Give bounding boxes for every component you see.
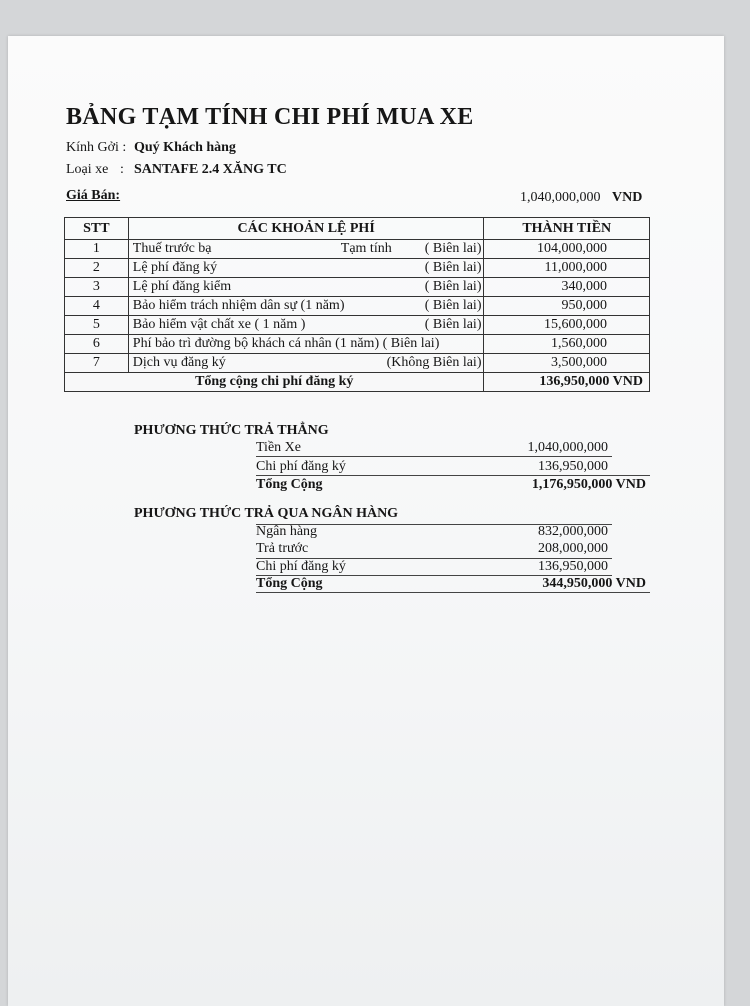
row-underline xyxy=(256,592,650,593)
pay-bank-title: PHƯƠNG THỨC TRẢ QUA NGÂN HÀNG xyxy=(134,506,399,521)
row-underline xyxy=(256,475,650,476)
table-row xyxy=(65,259,650,278)
row-name: Bảo hiểm vật chất xe ( 1 năm ) xyxy=(132,317,306,332)
row-name-cell xyxy=(128,316,484,335)
row-note: (Không Biên lai) xyxy=(386,355,482,370)
fee-table xyxy=(64,217,650,392)
row-amount: 1,560,000 xyxy=(484,335,650,354)
row-name: Lệ phí đăng ký xyxy=(132,260,218,275)
pay-bank-row-label: Chi phí đăng ký xyxy=(256,559,346,574)
price-currency: VND xyxy=(612,190,643,205)
row-underline xyxy=(256,456,612,457)
row-note: ( Biên lai) xyxy=(424,298,482,313)
price-value: 1,040,000,000 xyxy=(520,190,601,205)
row-stt: 4 xyxy=(65,297,129,316)
row-amount: 104,000,000 xyxy=(484,240,650,259)
pay-bank-row-label: Trả trước xyxy=(256,541,309,556)
row-amount: 11,000,000 xyxy=(484,259,650,278)
pay-direct-total-label: Tổng Cộng xyxy=(256,477,323,492)
pay-direct-row-label: Chi phí đăng ký xyxy=(256,459,346,474)
row-name: Bảo hiểm trách nhiệm dân sự (1 năm) xyxy=(132,298,345,313)
row-stt: 2 xyxy=(65,259,129,278)
document-title: BẢNG TẠM TÍNH CHI PHÍ MUA XE xyxy=(66,104,474,130)
row-name-cell xyxy=(128,240,484,259)
row-name-cell xyxy=(128,259,484,278)
header-stt: STT xyxy=(65,218,129,240)
row-note: ( Biên lai) xyxy=(424,279,482,294)
vehicle-label: Loại xe xyxy=(66,162,109,177)
recipient-value: Quý Khách hàng xyxy=(134,140,236,155)
vehicle-value: SANTAFE 2.4 XĂNG TC xyxy=(134,162,287,177)
price-label: Giá Bán: xyxy=(66,188,121,203)
table-row xyxy=(65,278,650,297)
pay-bank-total-label: Tổng Cộng xyxy=(256,576,323,591)
row-stt: 6 xyxy=(65,335,129,354)
header-fee-name: CÁC KHOẢN LỆ PHÍ xyxy=(128,218,484,240)
row-stt: 1 xyxy=(65,240,129,259)
row-name: Phí bảo trì đường bộ khách cá nhân (1 năm) ( Biên lai) xyxy=(132,336,440,351)
row-stt: 7 xyxy=(65,354,129,373)
table-row xyxy=(65,335,650,354)
row-amount: 340,000 xyxy=(484,278,650,297)
row-note: ( Biên lai) xyxy=(424,317,482,332)
row-name-cell xyxy=(128,335,484,354)
row-name-cell xyxy=(128,354,484,373)
pay-bank-row-amount: 136,950,000 xyxy=(538,559,608,574)
vehicle-separator: : xyxy=(120,162,124,177)
pay-direct-title: PHƯƠNG THỨC TRẢ THẲNG xyxy=(134,423,329,438)
pay-bank-row-label: Ngân hàng xyxy=(256,524,318,539)
pay-bank-row-amount: 832,000,000 xyxy=(538,524,608,539)
fee-total-row xyxy=(65,373,650,392)
header-amount: THÀNH TIỀN xyxy=(484,218,650,240)
row-amount: 3,500,000 xyxy=(484,354,650,373)
row-stt: 5 xyxy=(65,316,129,335)
table-row xyxy=(65,316,650,335)
pay-bank-total-amount: 344,950,000 VND xyxy=(542,576,646,591)
pay-direct-row-amount: 136,950,000 xyxy=(538,459,608,474)
fee-total-label: Tổng cộng chi phí đăng ký xyxy=(65,373,484,392)
pay-direct-row-label: Tiền Xe xyxy=(256,440,301,455)
row-note: ( Biên lai) xyxy=(424,260,482,275)
row-name: Dịch vụ đăng ký xyxy=(132,355,226,370)
pay-direct-total-amount: 1,176,950,000 VND xyxy=(531,477,646,492)
table-row xyxy=(65,297,650,316)
pay-bank-row xyxy=(256,524,650,542)
row-name-cell xyxy=(128,297,484,316)
row-amount: 15,600,000 xyxy=(484,316,650,335)
pay-bank-row-amount: 208,000,000 xyxy=(538,541,608,556)
row-stt: 3 xyxy=(65,278,129,297)
row-name: Thuế trước bạ xyxy=(132,241,212,256)
row-note: ( Biên lai) xyxy=(424,241,482,256)
pay-bank-row xyxy=(256,541,650,559)
fee-table-header xyxy=(65,218,650,240)
table-row xyxy=(65,240,650,259)
fee-total-amount: 136,950,000 VND xyxy=(484,373,650,392)
row-name: Lệ phí đăng kiểm xyxy=(132,279,232,294)
pay-direct-total xyxy=(256,477,650,495)
row-name-cell xyxy=(128,278,484,297)
row-mid-note: Tạm tính xyxy=(340,241,392,256)
pay-direct-row-amount: 1,040,000,000 xyxy=(527,440,608,455)
recipient-label: Kính Gởi : xyxy=(66,140,127,155)
table-row xyxy=(65,354,650,373)
row-amount: 950,000 xyxy=(484,297,650,316)
